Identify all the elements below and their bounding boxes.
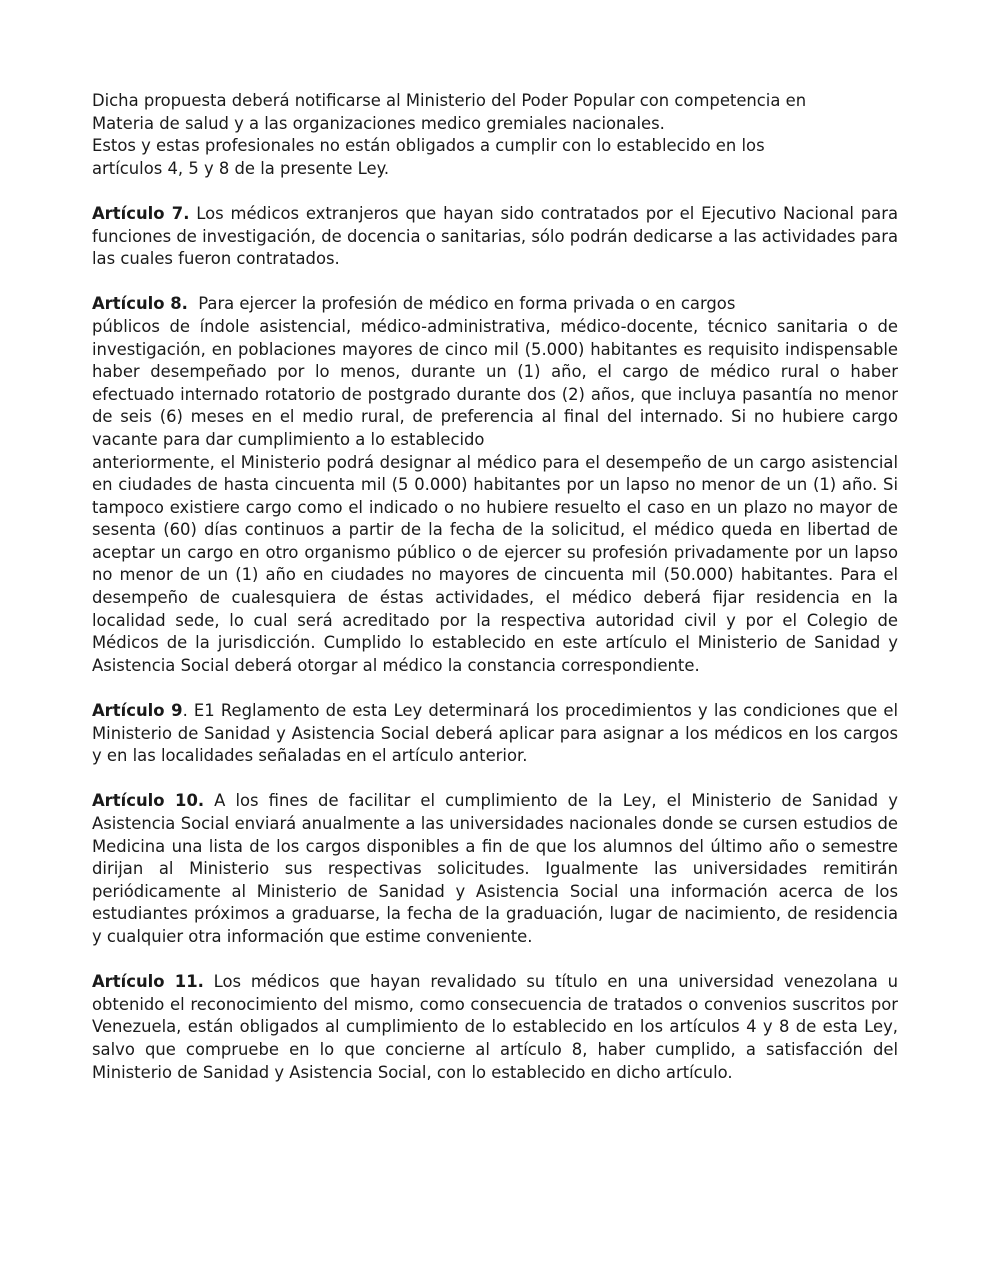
article-label: Artículo 10. [92, 791, 205, 811]
article-text-continued: anteriormente, el Ministerio podrá designar al médico para el desempeño de un cargo asistencial en ciudades de hasta cincuenta mil (5 0.000) habitantes por un lapso no menor de un (1) año. Si tampoco existiere cargo como el indicado o no hubiere resuelto el caso en un plazo no mayor de sesenta (60) días continuos a partir de la fecha de la solicitud, el médico queda en libertad de aceptar un cargo en otro organismo público o de ejercer su profesión privadamente por un lapso no menor de un (1) año en ciudades no mayores de cincuenta mil (50.000) habitantes. Para el desempeño de cualesquiera de éstas actividades, el médico deberá fijar residencia en la localidad sede, lo cual será acreditado por la respectiva autoridad civil y por el Colegio de Médicos de la jurisdicción. Cumplido lo establecido en este artículo el Ministerio de Sanidad y Asistencia Social deberá otorgar al médico la constancia correspondiente. [92, 452, 898, 675]
intro-line: Materia de salud y a las organizaciones medico gremiales nacionales. [92, 113, 665, 133]
article-10 [92, 790, 898, 948]
article-first-line: Para ejercer la profesión de médico en forma privada o en cargos [187, 294, 736, 314]
intro-line: artículos 4, 5 y 8 de la presente Ley. [92, 158, 390, 178]
article-8 [92, 293, 898, 677]
article-label: Artículo 9 [92, 701, 183, 721]
article-text: A los fines de facilitar el cumplimiento de la Ley, el Ministerio de Sanidad y Asistencia Social enviará anualmente a las universidades nacionales donde se cursen estudios de Medicina una lista de los cargos disponibles a fin de que los alumnos del último año o semestre dirijan al Ministerio sus respectivas solicitudes. Igualmente las universidades remitirán periódicamente al Ministerio de Sanidad y Asistencia Social una información acerca de los estudiantes próximos a graduarse, la fecha de la graduación, lugar de nacimiento, de residencia y cualquier otra información que estime conveniente. [92, 791, 898, 946]
article-text: Los médicos que hayan revalidado su título en una universidad venezolana u obtenido el reconocimiento del mismo, como consecuencia de tratados o convenios suscritos por Venezuela, están obligados al cumplimiento de lo establecido en los artículos 4 y 8 de esta Ley, salvo que compruebe en lo que concierne al artículo 8, haber cumplido, a satisfacción del Ministerio de Sanidad y Asistencia Social, con lo establecido en dicho artículo. [92, 972, 898, 1082]
intro-line: Dicha propuesta deberá notificarse al Ministerio del Poder Popular con competencia en [92, 91, 807, 110]
article-label: Artículo 11. [92, 972, 204, 992]
article-text: públicos de índole asistencial, médico-administrativa, médico-docente, técnico sanitaria o de investigación, en poblaciones mayores de cinco mil (5.000) habitantes es requisito indispensable haber desempeñado por lo menos, durante un (1) año, el cargo de médico rural o haber efectuado internado rotatorio de postgrado durante dos (2) años, que incluya pasantía no menor de seis (6) meses en el medio rural, de preferencia al final del internado. Si no hubiere cargo vacante para dar cumplimiento a lo establecido [92, 316, 898, 449]
document-page [92, 90, 898, 1107]
intro-line: Estos y estas profesionales no están obligados a cumplir con lo establecido en los [92, 136, 765, 156]
article-9 [92, 700, 898, 768]
article-7 [92, 203, 898, 271]
article-label: Artículo 8. [92, 294, 188, 314]
article-11 [92, 971, 898, 1084]
intro-paragraph [92, 90, 898, 180]
article-text: Los médicos extranjeros que hayan sido contratados por el Ejecutivo Nacional para funciones de investigación, de docencia o sanitarias, sólo podrán dedicarse a las actividades para las cuales fueron contratados. [92, 203, 898, 269]
article-text: . E1 Reglamento de esta Ley determinará los procedimientos y las condiciones que el Ministerio de Sanidad y Asistencia Social deberá aplicar para asignar a los médicos en los cargos y en las localidades señaladas en el artículo anterior. [92, 701, 898, 766]
article-label: Artículo 7. [92, 203, 190, 223]
